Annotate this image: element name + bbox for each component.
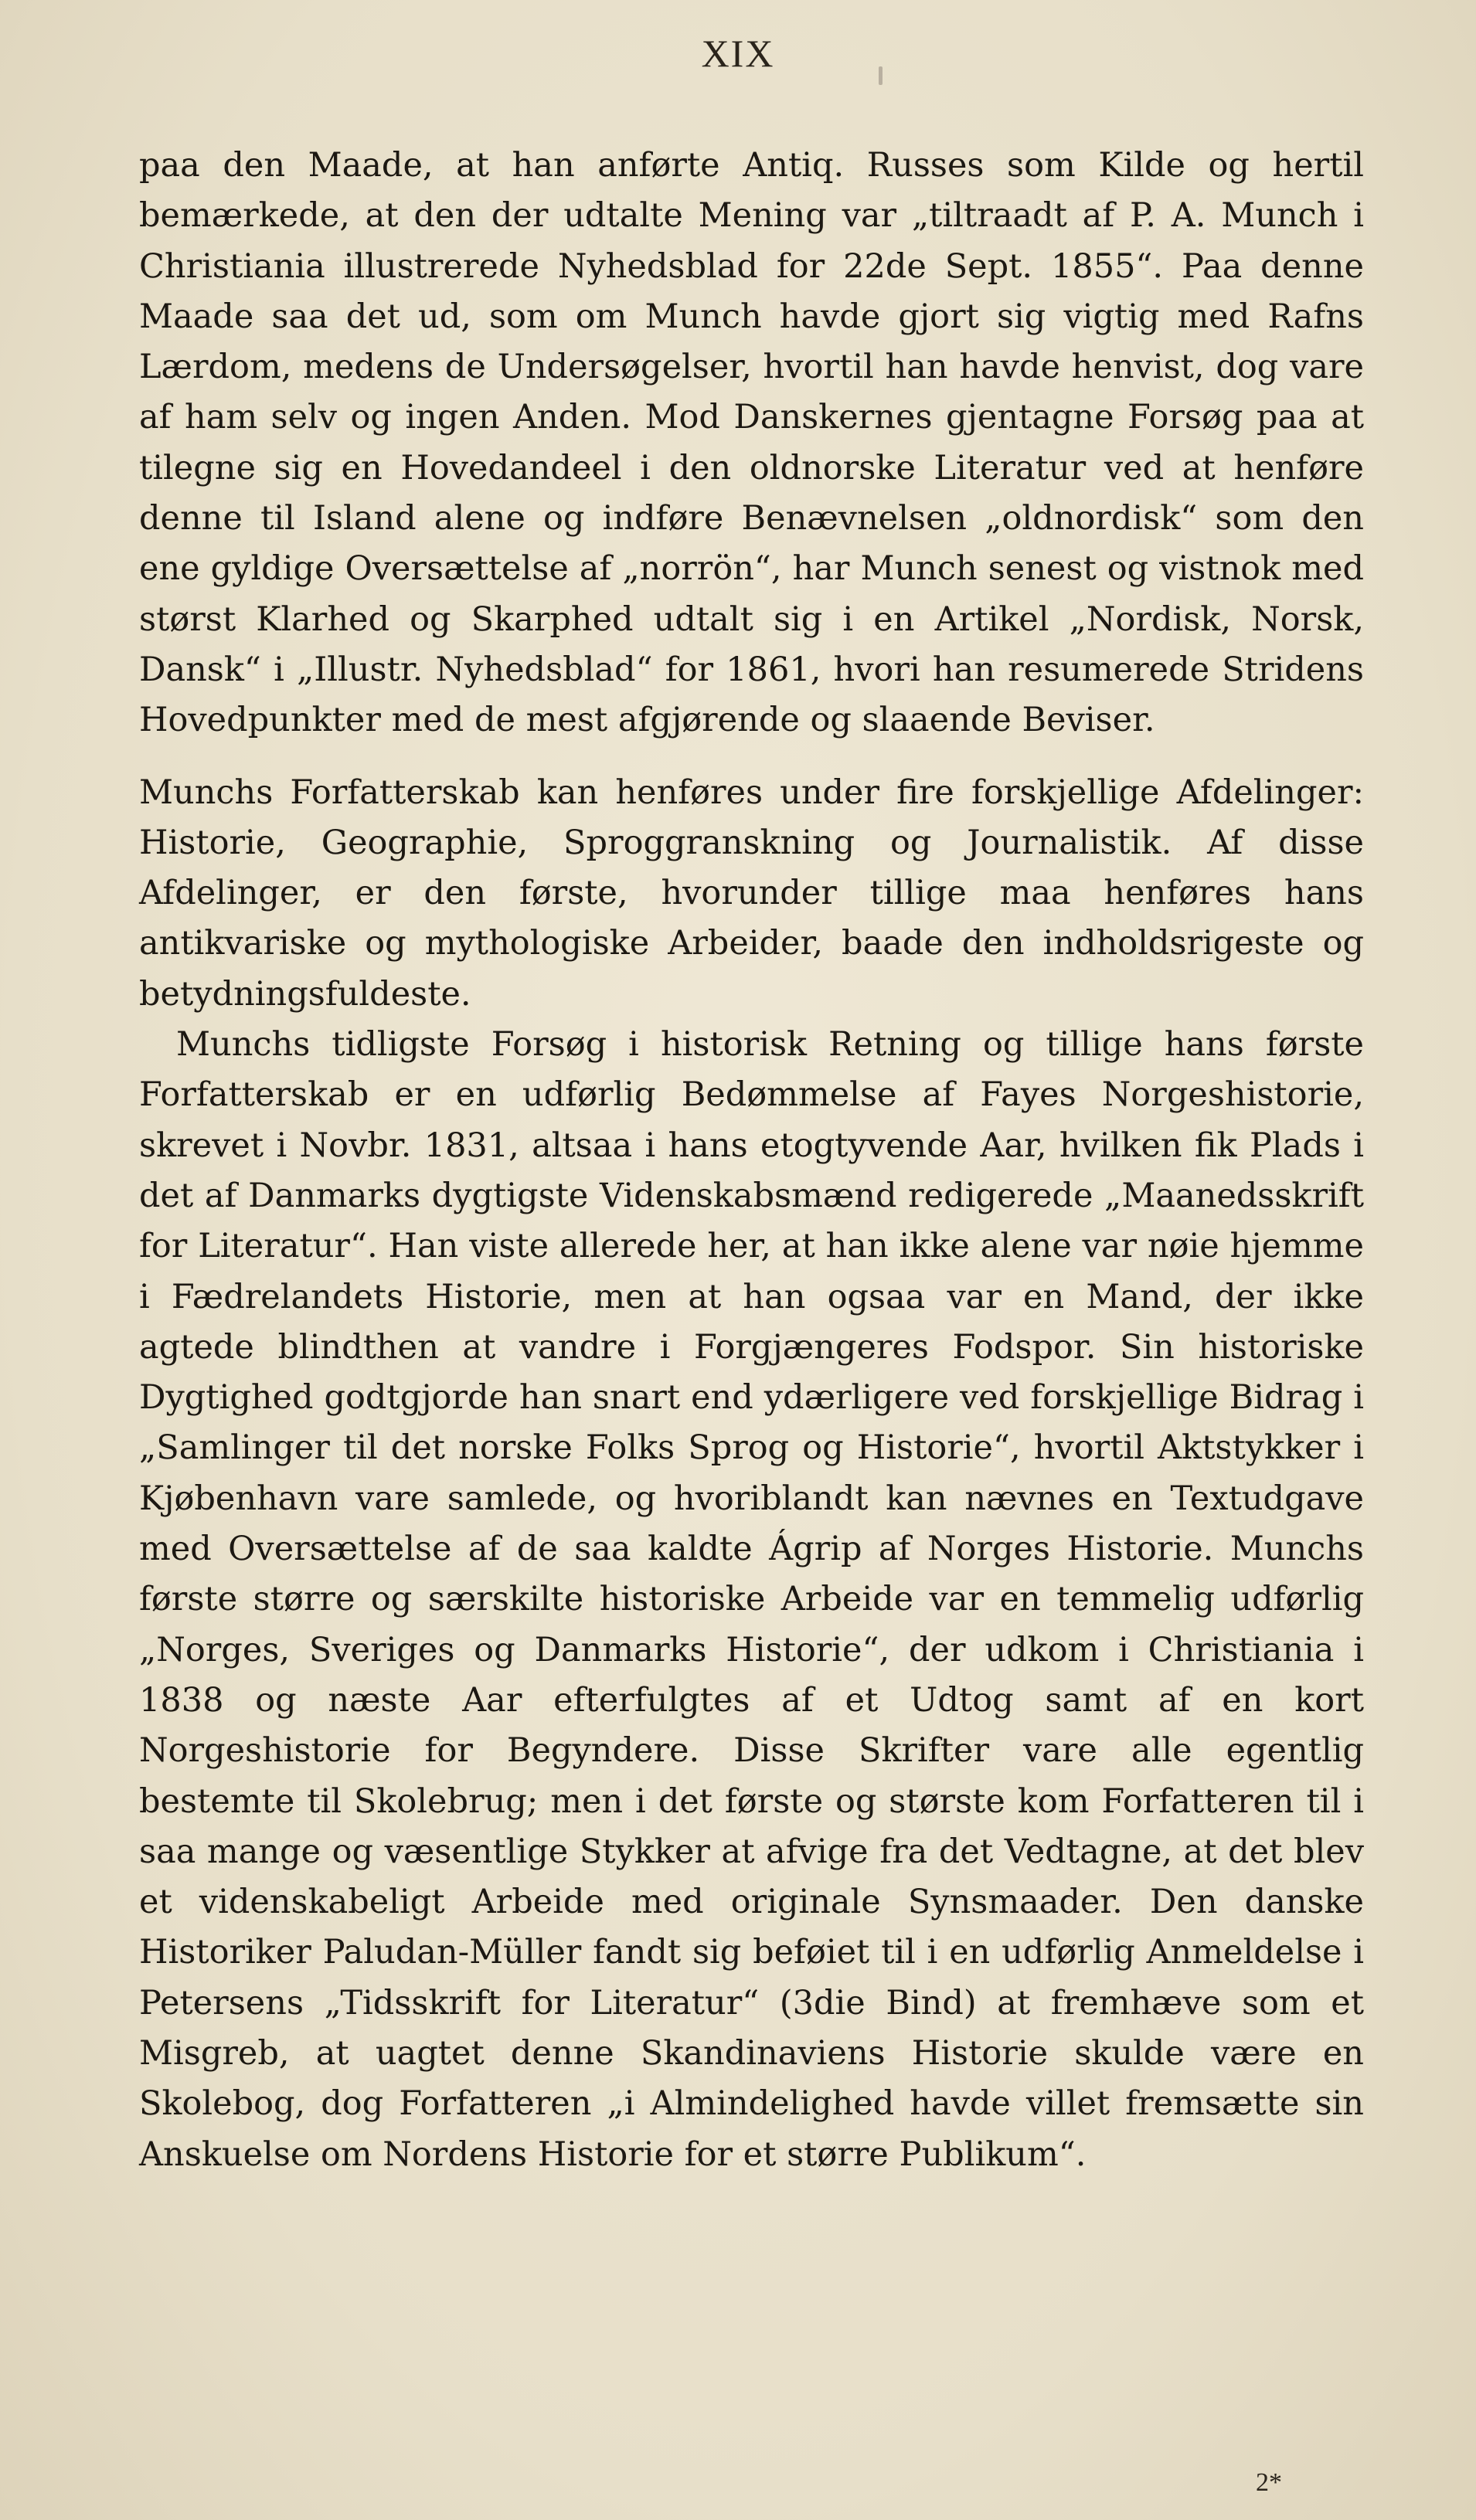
- paragraph-1: paa den Maade, at han anførte Antiq. Russes som Kilde og hertil bemærkede, at den der udtalte Mening var „tiltraadt af P. A. Munch i Christiania illustrerede Nyhedsblad for 22de Sept. 1855“. Paa denne Maade saa det ud, som om Munch havde gjort sig vigtig med Rafns Lærdom, medens de Undersøgelser, hvortil han havde henvist, dog vare af ham selv og ingen Anden. Mod Danskernes gjentagne Forsøg paa at tilegne sig en Hovedandeel i den oldnorske Literatur ved at henføre denne til Island alene og indføre Benævnelsen „oldnordisk“ som den ene gyldige Oversættelse af „norrön“, har Munch senest og vistnok med størst Klarhed og Skarphed udtalt sig i en Artikel „Nordisk, Norsk, Dansk“ i „Illustr. Nyhedsblad“ for 1861, hvori han resumerede Stridens Hovedpunkter med de mest afgjørende og slaaende Beviser.: [139, 146, 1364, 740]
- paragraph-3: Munchs tidligste Forsøg i historisk Retning og tillige hans første Forfatterskab er en udførlig Bedømmelse af Fayes Norgeshistorie, skrevet i Novbr. 1831, altsaa i hans etogtyvende Aar, hvilken fik Plads i det af Danmarks dygtigste Videnskabsmænd redigerede „Maanedsskrift for Literatur“. Han viste allerede her, at han ikke alene var nøie hjemme i Fædrelandets Historie, men at han ogsaa var en Mand, der ikke agtede blindthen at vandre i Forgjængeres Fodspor. Sin historiske Dygtighed godtgjorde han snart end ydærligere ved forskjellige Bidrag i „Samlinger til det norske Folks Sprog og Historie“, hvortil Aktstykker i Kjøbenhavn vare samlede, og hvoriblandt kan nævnes en Textudgave med Oversættelse af de saa kaldte Ágrip af Norges Historie. Munchs første større og særskilte historiske Arbeide var en temmelig udførlig „Norges, Sveriges og Danmarks Historie“, der udkom i Christiania i 1838 og næste Aar efterfulgtes af et Udtog samt af en kort Norgeshistorie for Begyndere. Disse Skrifter vare alle egentlig bestemte til Skolebrug; men i det første og største kom Forfatteren til i saa mange og væsentlige Stykker at afvige fra det Vedtagne, at det blev et videnskabeligt Arbeide med originale Synsmaader. Den danske Historiker Paludan-Müller fandt sig beføiet til i en udførlig Anmeldelse i Petersens „Tidsskrift for Literatur“ (3die Bind) at fremhæve som et Misgreb, at uagtet denne Skandinaviens Historie skulde være en Skolebog, dog Forfatteren „i Almindelighed havde villet fremsætte sin Anskuelse om Nordens Historie for et større Publikum“.: [139, 1025, 1364, 2174]
- signature-mark: 2*: [1256, 2468, 1282, 2497]
- ink-mark: [879, 66, 883, 85]
- body-text: [139, 141, 1364, 2180]
- paragraph-2: Munchs Forfatterskab kan henføres under fire forskjellige Afdelinger: Historie, Geographie, Sproggranskning og Journalistik. Af disse Afdelinger, er den første, hvorunder tillige maa henføres hans antikvariske og mythologiske Arbeider, baade den indholdsrigeste og betydningsfuldeste.: [139, 773, 1364, 1014]
- page-number: XIX: [701, 32, 775, 75]
